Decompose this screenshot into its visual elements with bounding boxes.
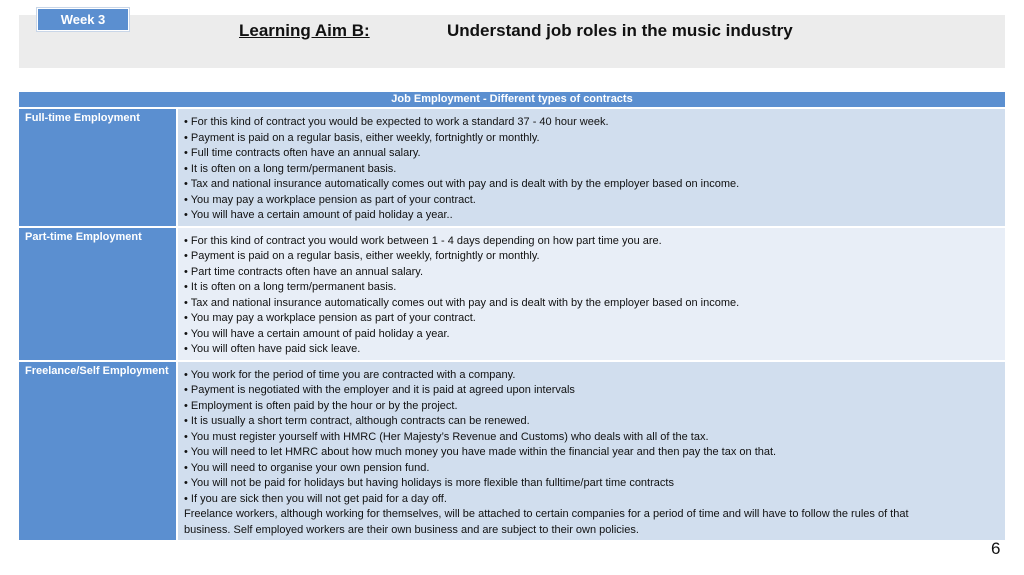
learning-aim-title: Learning Aim B: (239, 21, 370, 40)
row-label: Full-time Employment (19, 109, 178, 226)
list-item: • You work for the period of time you are contracted with a company. (184, 368, 516, 381)
list-item: • You must register yourself with HMRC (Her Majesty’s Revenue and Customs) who deals with all of the tax. (184, 430, 709, 443)
list-item: • It is usually a short term contract, although contracts can be renewed. (184, 415, 530, 427)
row-content (178, 228, 1005, 360)
list-item: • You will not be paid for holidays but having holidays is more flexible than fulltime/part time contracts (184, 477, 674, 489)
list-item: • It is often on a long term/permanent basis. (184, 162, 397, 175)
list-item: • Payment is negotiated with the employer and it is paid at agreed upon intervals (184, 384, 575, 396)
list-item: • For this kind of contract you would work between 1 - 4 days depending on how part time you are. (184, 234, 662, 247)
list-item: • You may pay a workplace pension as part of your contract. (184, 193, 476, 206)
list-item: • Employment is often paid by the hour or by the project. (184, 399, 458, 412)
list-item: • You will need to let HMRC about how much money you have made within the financial year and then pay the tax on that. (184, 446, 777, 458)
row-label: Freelance/Self Employment (19, 362, 178, 541)
table-rows (19, 109, 1005, 542)
list-item: • You may pay a workplace pension as part of your contract. (184, 312, 476, 324)
list-item: • It is often on a long term/permanent basis. (184, 281, 397, 293)
week-badge: Week 3 (37, 8, 129, 31)
list-item: • Part time contracts often have an annual salary. (184, 265, 424, 278)
table-row-full-time (19, 109, 1005, 228)
list-item: • Tax and national insurance automatically comes out with pay and is dealt with by the employer based on income. (184, 296, 740, 309)
list-item: Freelance workers, although working for themselves, will be attached to certain companies for a period of time and will have to follow the rules of that (184, 508, 909, 520)
table-heading: Job Employment - Different types of contracts (19, 92, 1005, 109)
list-item: • You will often have paid sick leave. (184, 343, 361, 355)
list-item: • Full time contracts often have an annual salary. (184, 147, 421, 159)
list-item: • If you are sick then you will not get paid for a day off. (184, 492, 447, 505)
row-content (178, 362, 1005, 541)
list-item: • You will have a certain amount of paid holiday a year. (184, 327, 450, 340)
table-row-part-time (19, 228, 1005, 362)
learning-aim-subtitle: Understand job roles in the music industry (447, 21, 793, 40)
row-content (178, 109, 1005, 226)
list-item: • Payment is paid on a regular basis, either weekly, fortnightly or monthly. (184, 250, 540, 262)
list-item: • Payment is paid on a regular basis, either weekly, fortnightly or monthly. (184, 131, 540, 144)
list-item: business. Self employed workers are their own business and are subject to their own policies. (184, 523, 639, 536)
table-row-freelance (19, 362, 1005, 543)
list-item: • You will need to organise your own pension fund. (184, 461, 430, 474)
contracts-table (19, 92, 1005, 542)
list-item: • Tax and national insurance automatically comes out with pay and is dealt with by the employer based on income. (184, 178, 740, 190)
list-item: • You will have a certain amount of paid holiday a year.. (184, 209, 453, 221)
row-label: Part-time Employment (19, 228, 178, 360)
page-number: 6 (991, 539, 1001, 558)
list-item: • For this kind of contract you would be expected to work a standard 37 - 40 hour week. (184, 116, 609, 128)
